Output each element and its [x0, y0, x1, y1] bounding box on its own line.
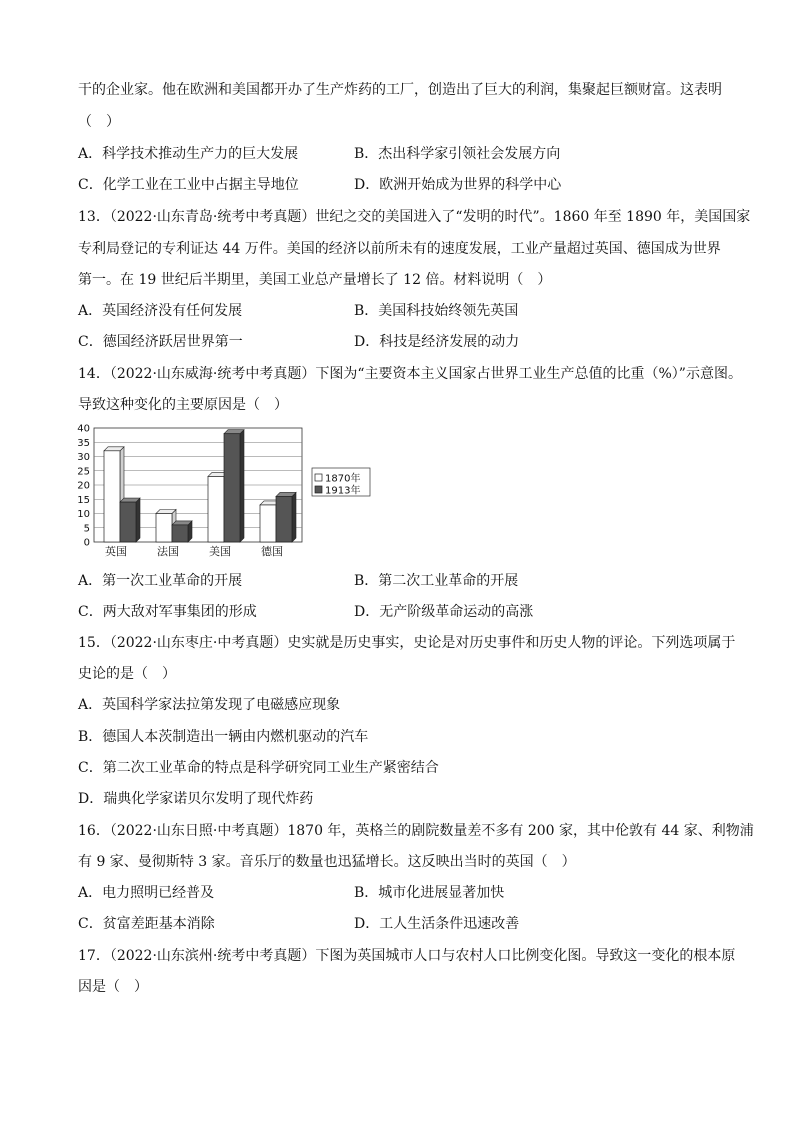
bar-side-1913年-英国	[136, 498, 140, 542]
bar-top-1870年-法国	[156, 510, 176, 514]
legend-swatch-1913年	[315, 486, 322, 493]
q14-stem-line-2: 导致这种变化的主要原因是（ ）	[78, 397, 288, 413]
q14-option-c[interactable]: C．两大敌对军事集团的形成	[78, 604, 257, 620]
x-tick-label-法国: 法国	[157, 545, 179, 558]
bar-side-1913年-德国	[292, 492, 296, 542]
q14-option-d[interactable]: D．无产阶级革命运动的高涨	[354, 604, 534, 620]
x-tick-label-英国: 英国	[105, 545, 127, 558]
q13-option-a[interactable]: A．英国经济没有任何发展	[78, 303, 243, 319]
y-tick-label-35: 35	[77, 437, 90, 449]
q12-option-a[interactable]: A．科学技术推动生产力的巨大发展	[78, 146, 299, 162]
q13-stem-line-3: 第一。在 19 世纪后半期里，美国工业总产量增长了 12 倍。材料说明（ ）	[78, 272, 552, 288]
legend-label-1913年: 1913年	[325, 485, 361, 497]
q17-stem-line-1: 17．（2022·山东滨州·统考中考真题）下图为英国城市人口与农村人口比例变化图。导致这一变化的根本原	[78, 948, 736, 964]
industrial-share-bar-chart	[72, 422, 382, 562]
q13-option-d[interactable]: D．科技是经济发展的动力	[354, 334, 520, 350]
q16-option-a[interactable]: A．电力照明已经普及	[78, 885, 215, 901]
bar-top-1913年-英国	[120, 498, 140, 502]
q16-option-c[interactable]: C．贫富差距基本消除	[78, 916, 215, 932]
bar-1913年-德国	[276, 496, 292, 542]
legend-label-1870年: 1870年	[325, 473, 361, 485]
q14-option-a[interactable]: A．第一次工业革命的开展	[78, 573, 243, 589]
y-tick-label-0: 0	[83, 537, 90, 549]
y-tick-label-15: 15	[77, 494, 90, 506]
q15-stem-line-1: 15．（2022·山东枣庄·中考真题）史实就是历史事实，史论是对历史事件和历史人物的评论。下列选项属于	[78, 635, 736, 651]
q12-option-c[interactable]: C．化学工业在工业中占据主导地位	[78, 177, 299, 193]
q14-stem-line-1: 14．（2022·山东威海·统考中考真题）下图为“主要资本主义国家占世界工业生产总值的比重（%）”示意图。	[78, 366, 742, 382]
legend-swatch-1870年	[315, 474, 322, 481]
q15-option-c[interactable]: C．第二次工业革命的特点是科学研究同工业生产紧密结合	[78, 760, 439, 776]
x-tick-label-德国: 德国	[261, 545, 283, 558]
q12-option-b[interactable]: B．杰出科学家引领社会发展方向	[354, 146, 561, 162]
bar-1870年-法国	[156, 514, 172, 543]
bar-1913年-美国	[224, 434, 240, 542]
y-tick-label-5: 5	[83, 523, 90, 535]
bar-top-1913年-德国	[276, 492, 296, 496]
bar-top-1913年-法国	[172, 521, 192, 525]
q15-option-d[interactable]: D．瑞典化学家诺贝尔发明了现代炸药	[78, 791, 314, 807]
q13-stem-line-1: 13．（2022·山东青岛·统考中考真题）世纪之交的美国进入了“发明的时代”。1860 年至 1890 年，美国国家	[78, 209, 751, 225]
y-tick-label-25: 25	[77, 466, 90, 478]
q15-option-a[interactable]: A．英国科学家法拉第发现了电磁感应现象	[78, 697, 341, 713]
q15-option-b[interactable]: B．德国人本茨制造出一辆由内燃机驱动的汽车	[78, 729, 369, 745]
q16-stem-line-2: 有 9 家、曼彻斯特 3 家。音乐厅的数量也迅猛增长。这反映出当时的英国（ ）	[78, 854, 576, 870]
q13-option-b[interactable]: B．美国科技始终领先英国	[354, 303, 519, 319]
q12-option-d[interactable]: D．欧洲开始成为世界的科学中心	[354, 177, 562, 193]
q12-stem-line: 干的企业家。他在欧洲和美国都开办了生产炸药的工厂，创造出了巨大的利润，集聚起巨额财富。这表明	[78, 82, 722, 98]
x-tick-label-美国: 美国	[209, 545, 231, 558]
bar-1870年-英国	[104, 451, 120, 542]
bar-top-1913年-美国	[224, 430, 244, 434]
q16-option-d[interactable]: D．工人生活条件迅速改善	[354, 916, 520, 932]
bar-1870年-美国	[208, 476, 224, 542]
q12-paren: （ ）	[78, 114, 120, 130]
q13-option-c[interactable]: C．德国经济跃居世界第一	[78, 334, 243, 350]
y-tick-label-10: 10	[77, 509, 90, 520]
bar-1913年-法国	[172, 525, 188, 542]
y-tick-label-20: 20	[77, 480, 90, 492]
bar-top-1870年-英国	[104, 447, 124, 451]
bar-1913年-英国	[120, 502, 136, 542]
y-tick-label-40: 40	[77, 423, 90, 435]
q16-stem-line-1: 16．（2022·山东日照·中考真题）1870 年，英格兰的剧院数量差不多有 200 家，其中伦敦有 44 家、利物浦	[78, 823, 754, 839]
q14-option-b[interactable]: B．第二次工业革命的开展	[354, 573, 519, 589]
bar-side-1913年-美国	[240, 430, 244, 542]
q13-stem-line-2: 专利局登记的专利证达 44 万件。美国的经济以前所未有的速度发展，工业产量超过英国、德国成为世界	[78, 241, 721, 257]
bar-1870年-德国	[260, 505, 276, 542]
q16-option-b[interactable]: B．城市化进展显著加快	[354, 885, 505, 901]
q17-stem-line-2: 因是（ ）	[78, 979, 148, 995]
q15-stem-line-2: 史论的是（ ）	[78, 666, 176, 682]
y-tick-label-30: 30	[77, 452, 90, 463]
